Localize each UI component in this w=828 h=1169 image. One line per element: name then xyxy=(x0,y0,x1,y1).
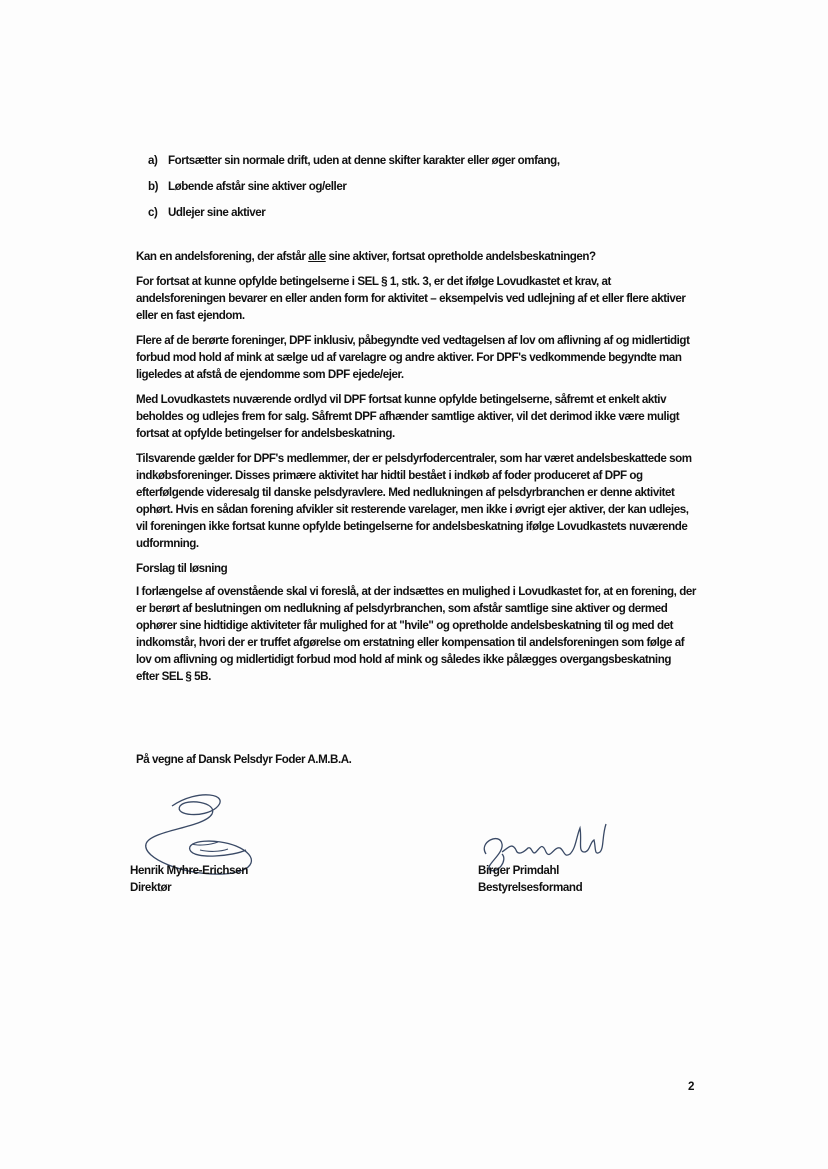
question-heading-before: Kan en andelsforening, der afstår xyxy=(136,250,309,263)
solution-paragraph: I forlængelse af ovenstående skal vi foreslå, at der indsættes en mulighed i Lovudkastet for, at en forening, der er berørt af beslutningen om nedlukning af pelsdyrbranchen, som afstår samtlige sine aktiver og dermed ophører sine hidtidige aktiviteter får mulighed for at "hvile" og opretholde andelsbeskatning til og med det indkomstår, hvori der er truffet afgørelse om erstatning eller kompensation til andelsforeningen som følge af lov om aflivning og midlertidigt forbud mod hold af mink og således ikke pålægges overgangsbeskatning efter SEL § 5B. xyxy=(136,585,696,683)
list-item-text: Fortsætter sin normale drift, uden at denne skifter karakter eller øger omfang, xyxy=(168,154,560,167)
paragraph: Tilsvarende gælder for DPF's medlemmer, der er pelsdyrfodercentraler, som har været andelsbeskattede som indkøbsforeninger. Disses primære aktivitet har hidtil bestået i indkøb af foder produceret af DPF og efterfølgende videresalg til danske pelsdyravlere. Med nedlukningen af pelsdyrbranchen er denne aktivitet ophørt. Hvis en sådan forening afvikler sit resterende varelager, men ikke i øvrigt ejer aktiver, der kan udlejes, vil foreningen ikke fortsat kunne opfylde betingelserne for andelsbeskatning ifølge Lovudkastets nuværende udformning. xyxy=(136,452,692,550)
signatory-name: Birger Primdahl xyxy=(478,864,559,877)
page-number: 2 xyxy=(688,1080,695,1093)
signatory-right xyxy=(478,862,582,896)
signatory-title: Direktør xyxy=(130,881,172,894)
list-item-text: Løbende afstår sine aktiver og/eller xyxy=(168,180,347,193)
list-marker: c) xyxy=(148,206,158,219)
conditions-list xyxy=(148,152,696,230)
closing-line: På vegne af Dansk Pelsdyr Foder A.M.B.A. xyxy=(136,753,352,766)
signature-left-graphic xyxy=(128,784,278,894)
paragraph: Med Lovudkastets nuværende ordlyd vil DPF fortsat kunne opfylde betingelserne, såfremt et enkelt aktiv beholdes og udlejes frem for salg. Såfremt DPF afhænder samtlige aktiver, vil det derimod ikke være muligt fortsat at opfylde betingelser for andelsbeskatning. xyxy=(136,393,680,440)
list-marker: b) xyxy=(148,180,159,193)
question-heading-after: sine aktiver, fortsat opretholde andelsbeskatningen? xyxy=(325,250,596,263)
list-item xyxy=(148,152,696,178)
list-item xyxy=(148,178,696,204)
question-heading xyxy=(136,248,696,265)
list-marker: a) xyxy=(148,154,158,167)
question-heading-emphasis: alle xyxy=(308,250,326,263)
paragraph: For fortsat at kunne opfylde betingelserne i SEL § 1, stk. 3, er det ifølge Lovudkastet et krav, at andelsforeningen bevarer en eller anden form for aktivitet – eksempelvis ved udlejning af et eller flere aktiver eller en fast ejendom. xyxy=(136,275,686,322)
letter-body xyxy=(136,152,696,768)
list-item-text: Udlejer sine aktiver xyxy=(168,206,266,219)
signatory-left xyxy=(130,862,248,896)
signatory-title: Bestyrelsesformand xyxy=(478,881,583,894)
signature-right-graphic xyxy=(472,812,612,882)
signatory-name: Henrik Myhre-Erichsen xyxy=(130,864,248,877)
solution-heading: Forslag til løsning xyxy=(136,562,228,575)
list-item xyxy=(148,204,696,230)
paragraph: Flere af de berørte foreninger, DPF inklusiv, påbegyndte ved vedtagelsen af lov om aflivning af og midlertidigt forbud mod hold af mink at sælge ud af varelagre og andre aktiver. For DPF's vedkommende begyndte man ligeledes at afstå de ejendomme som DPF ejede/ejer. xyxy=(136,334,690,381)
